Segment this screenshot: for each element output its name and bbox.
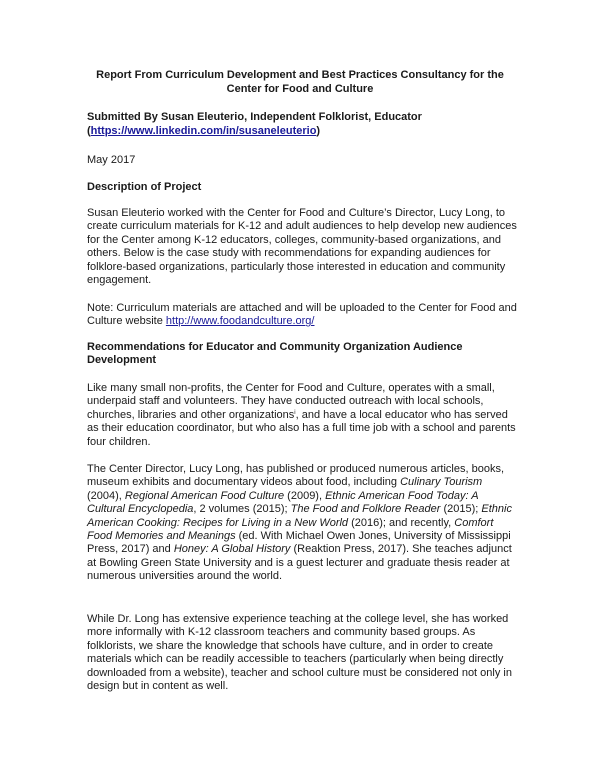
director-text-3: (2009), [287, 489, 323, 502]
nonprofits-text-b: , and have a local educator who has served as their education coordinator, but who also has a full time job with a school and parents four children. [87, 408, 516, 448]
submitted-by-text: Submitted By Susan Eleuterio, Independent Folklorist, Educator [87, 111, 422, 123]
submitted-by [87, 111, 517, 138]
report-date: May 2017 [87, 154, 136, 166]
paragraph-director [87, 463, 517, 584]
heading-recommendations: Recommendations for Educator and Community Organization Audience Development [87, 341, 463, 367]
paragraph-experience: While Dr. Long has extensive experience teaching at the college level, she has worked more informally with K-12 classroom teachers and community based groups. As folklorists, we share the knowledge that schools have culture, and in order to create materials which can be readily accessible to teachers (particularly when being directly downloaded from a website), teacher and school culture must be considered not only in design but in content as well. [87, 613, 512, 693]
director-text-5: (2015); [443, 503, 479, 516]
heading-description: Description of Project [87, 181, 202, 193]
footnote-marker[interactable]: i [294, 409, 296, 416]
title-ethnic-american-food-today: Ethnic American Food Today: A Cultural Encyclopedia [87, 489, 479, 516]
paragraph-nonprofits [87, 382, 517, 449]
nonprofits-text-a: Like many small non-profits, the Center for Food and Culture, operates with a small, underpaid staff and volunteers. They have conducted outreach with local schools, churches, libraries and other organizations [87, 382, 495, 421]
title-culinary-tourism: Culinary Tourism [400, 476, 483, 489]
director-text-7: (ed. With Michael Owen Jones, University of Mississippi Press, 2017) and [87, 530, 511, 556]
director-text-8: (Reaktion Press, 2017). She teaches adjunct at Bowling Green State University and is a guest lecturer and graduate thesis reader at numerous universities around the world. [87, 543, 512, 583]
title-honey: Honey: A Global History [173, 543, 291, 556]
linkedin-link[interactable]: https://www.linkedin.com/in/susaneleuterio [90, 124, 317, 137]
note-text: Note: Curriculum materials are attached and will be uploaded to the Center for Food and Culture website [87, 302, 517, 328]
director-text-2: (2004), [87, 489, 122, 502]
paragraph-description: Susan Eleuterio worked with the Center for Food and Culture’s Director, Lucy Long, to create curriculum materials for K-12 and adult audiences to help develop new audiences for the Center among K-12 educators, colleges, community-based organizations, and others. Below is the case study with recommendations for expanding audiences for folklore-based organizations, particularly those interested in education and community engagement. [87, 207, 517, 287]
paragraph-note [87, 302, 517, 329]
director-text-6: (2016); and recently, [351, 516, 452, 529]
title-ethnic-american-cooking: Ethnic American Cooking: Recipes for Living in a New World [87, 503, 512, 529]
director-text-1: The Center Director, Lucy Long, has published or produced numerous articles, books, museum exhibits and documentary videos about food, including [87, 463, 505, 489]
title-regional-american-food: Regional American Food Culture [124, 489, 285, 502]
report-title: Report From Curriculum Development and Best Practices Consultancy for the Center for Food and Culture [96, 69, 504, 95]
title-food-folklore-reader: The Food and Folklore Reader [290, 503, 441, 516]
paren-open: ( [87, 124, 91, 137]
director-text-4: , 2 volumes (2015); [193, 503, 288, 516]
paren-close: ) [316, 124, 321, 137]
title-comfort-food: Comfort Food Memories and Meanings [87, 516, 494, 543]
foodandculture-link[interactable]: http://www.foodandculture.org/ [165, 315, 315, 328]
